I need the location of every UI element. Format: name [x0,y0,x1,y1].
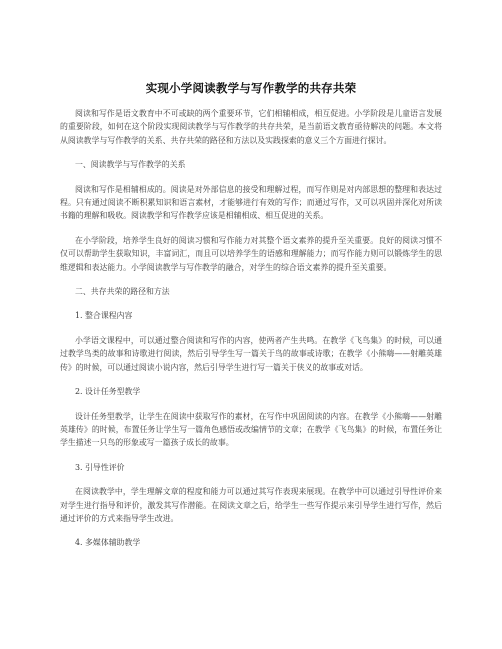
subsection-4-heading: 4. 多媒体辅助教学 [75,538,141,548]
section-1-heading: 一、阅读教学与写作教学的关系 [75,160,186,170]
section-1-paragraph-2: 在小学阶段，培养学生良好的阅读习惯和写作能力对其整个语文素养的提升至关重要。良好的阅读习惯不仅可以帮助学生获取知识，丰富词汇，而且可以培养学生的语感和理解能力；而写作能力则可以锻炼学生的思维逻辑和表达能力。小学阅读教学与写作教学的融合，对学生的综合语文素养的提升至关重要。 [60,235,442,272]
subsection-3-heading: 3. 引导性评价 [75,462,125,472]
intro-paragraph: 阅读和写作是语文教育中不可或缺的两个重要环节，它们相辅相成，相互促进。小学阶段是儿童语言发展的重要阶段，如何在这个阶段实现阅读教学与写作教学的共存共荣，是当前语文教育亟待解决的问题。本文将从阅读教学与写作教学的关系、共存共荣的路径和方法以及实践探索的意义三个方面进行探讨。 [60,109,442,145]
document-title: 实现小学阅读教学与写作教学的共存共荣 [145,81,357,95]
section-1-paragraph-1: 阅读和写作是相辅相成的。阅读是对外部信息的接受和理解过程，而写作则是对内部思想的整理和表达过程。只有通过阅读不断积累知识和语言素材，才能够进行有效的写作；而通过写作，又可以巩固并深化对所读书籍的理解和吸收。阅读教学和写作教学应该是相辅相成、相互促进的关系。 [60,184,442,221]
subsection-2-paragraph: 设计任务型教学，让学生在阅读中获取写作的素材，在写作中巩固阅读的内容。在教学《小熊嗨——射雕英雄传》的时候，布置任务让学生写一篇角色感悟或改编情节的文章；在教学《飞鸟集》的时候，布置任务让学生描述一只鸟的形象或写一篇孩子成长的故事。 [60,411,442,448]
section-2-heading: 二、共存共荣的路径和方法 [75,287,170,297]
subsection-3-paragraph: 在阅读教学中，学生理解文章的程度和能力可以通过其写作表现来展现。在教学中可以通过引导性评价来对学生进行指导和评价，激发其写作潜能。在阅读文章之后，给学生一些写作提示来引导学生进行写作，然后通过评价的方式来指导学生改进。 [60,487,442,523]
subsection-1-paragraph: 小学语文课程中，可以通过整合阅读和写作的内容，使两者产生共鸣。在教学《飞鸟集》的时候，可以通过教学鸟类的故事和诗歌进行阅读，然后引导学生写一篇关于鸟的故事或诗歌；在教学《小熊嗨——射雕英雄传》的时候，可以通过阅读小说内容，然后引导学生进行写一篇关于侠义的故事或对话。 [60,335,442,372]
subsection-1-heading: 1. 整合课程内容 [75,311,133,321]
subsection-2-heading: 2. 设计任务型教学 [75,387,141,397]
